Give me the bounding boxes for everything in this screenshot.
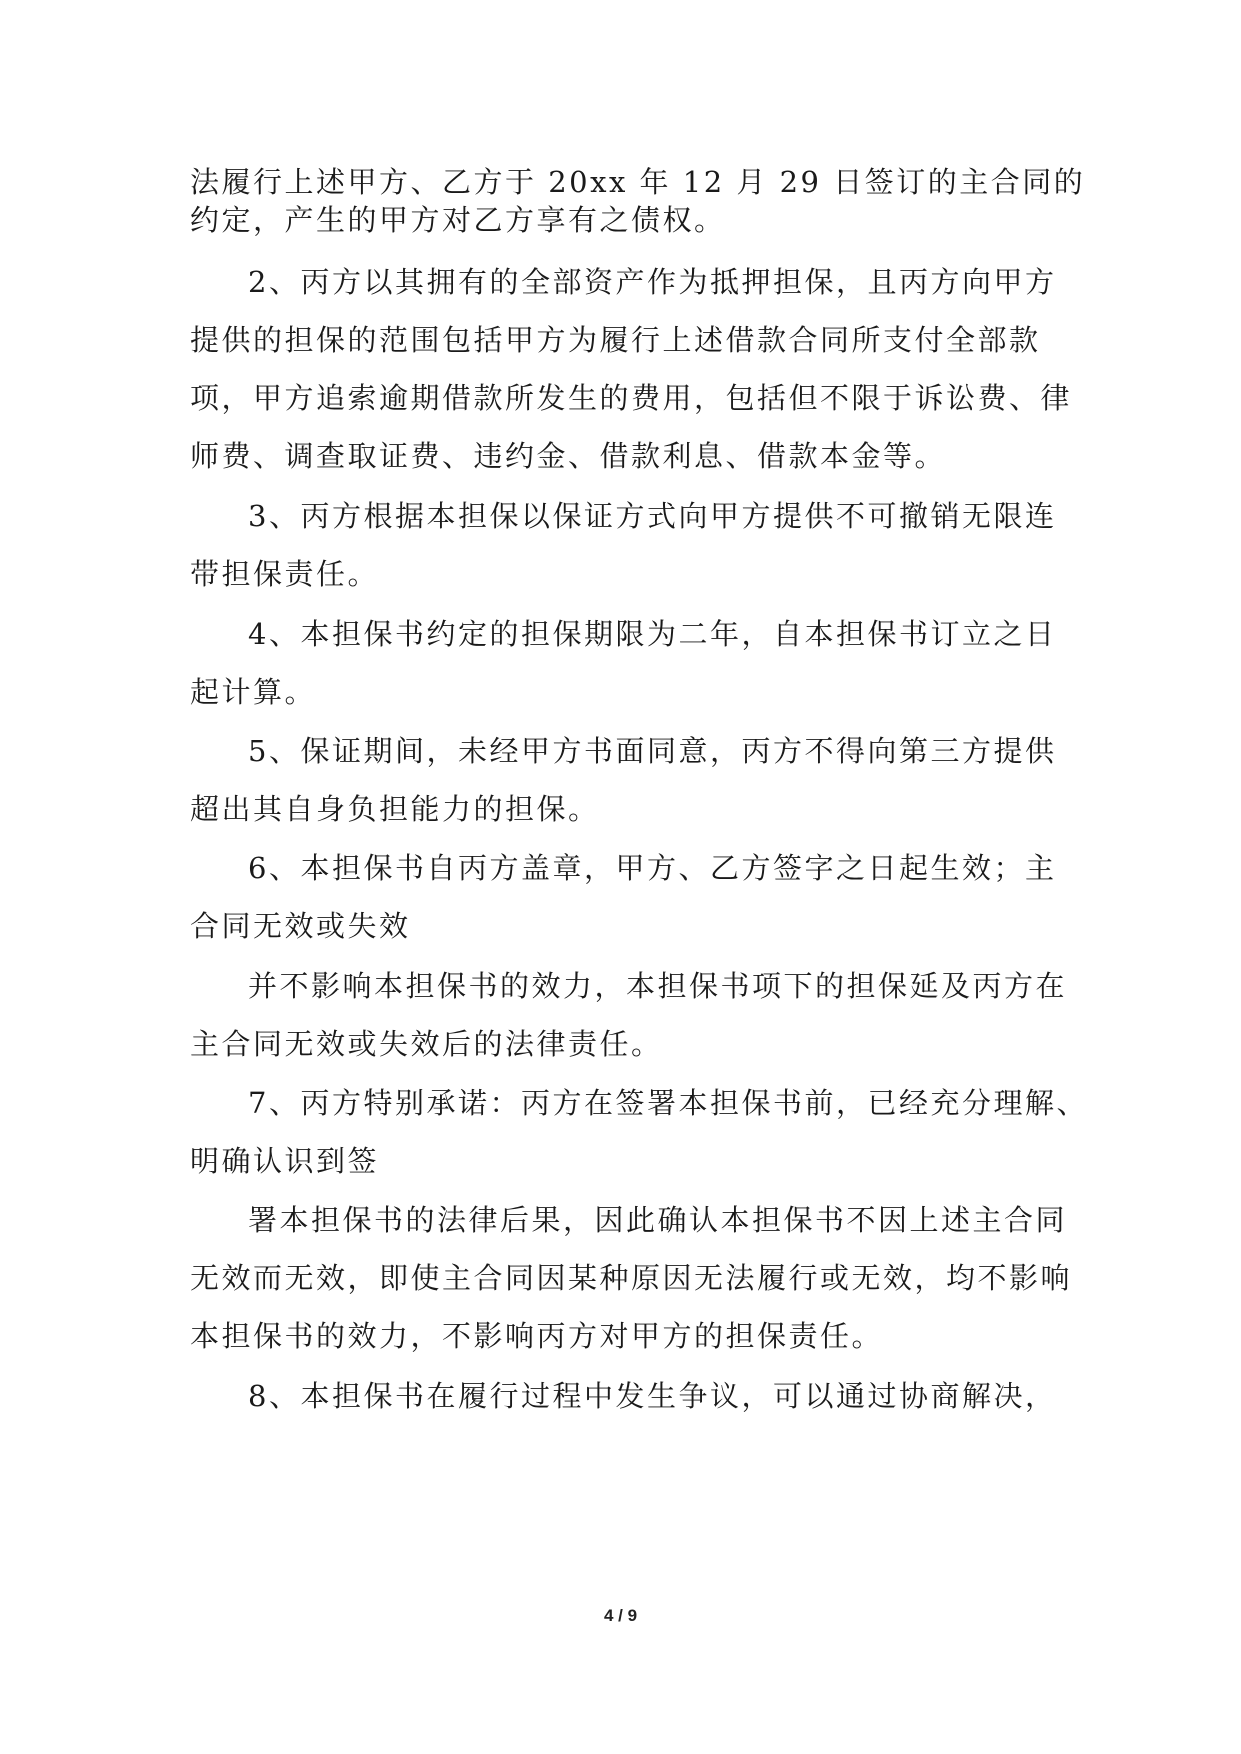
text-line-4: 提供的担保的范围包括甲方为履行上述借款合同所支付全部款 [190, 323, 1041, 357]
text-line-6: 师费、调查取证费、违约金、借款利息、借款本金等。 [190, 439, 947, 473]
text-line-3: 2、丙方以其拥有的全部资产作为抵押担保，且丙方向甲方 [248, 265, 1057, 299]
text-line-12: 超出其自身负担能力的担保。 [190, 792, 600, 826]
text-line-1: 法履行上述甲方、乙方于 20xx 年 12 月 29 日签订的主合同的 [190, 165, 1086, 199]
text-line-16: 主合同无效或失效后的法律责任。 [190, 1027, 663, 1061]
text-line-9: 4、本担保书约定的担保期限为二年，自本担保书订立之日 [248, 617, 1057, 651]
text-line-18: 明确认识到签 [190, 1144, 380, 1178]
text-line-11: 5、保证期间，未经甲方书面同意，丙方不得向第三方提供 [248, 734, 1057, 768]
text-line-17: 7、丙方特别承诺：丙方在签署本担保书前，已经充分理解、 [248, 1086, 1088, 1120]
text-line-14: 合同无效或失效 [190, 909, 411, 943]
text-line-7: 3、丙方根据本担保以保证方式向甲方提供不可撤销无限连 [248, 499, 1057, 533]
text-line-19: 署本担保书的法律后果，因此确认本担保书不因上述主合同 [248, 1203, 1068, 1237]
page-number: 4 / 9 [603, 1606, 638, 1625]
text-line-10: 起计算。 [190, 675, 317, 709]
text-line-13: 6、本担保书自丙方盖章，甲方、乙方签字之日起生效；主 [248, 851, 1057, 885]
text-line-15: 并不影响本担保书的效力，本担保书项下的担保延及丙方在 [248, 969, 1068, 1003]
text-line-8: 带担保责任。 [190, 557, 380, 591]
text-line-22: 8、本担保书在履行过程中发生争议，可以通过协商解决， [248, 1379, 1057, 1413]
text-line-5: 项，甲方追索逾期借款所发生的费用，包括但不限于诉讼费、律 [190, 381, 1073, 415]
text-line-21: 本担保书的效力，不影响丙方对甲方的担保责任。 [190, 1319, 884, 1353]
text-line-2: 约定，产生的甲方对乙方享有之债权。 [190, 203, 726, 237]
text-line-20: 无效而无效，即使主合同因某种原因无法履行或无效，均不影响 [190, 1261, 1073, 1295]
